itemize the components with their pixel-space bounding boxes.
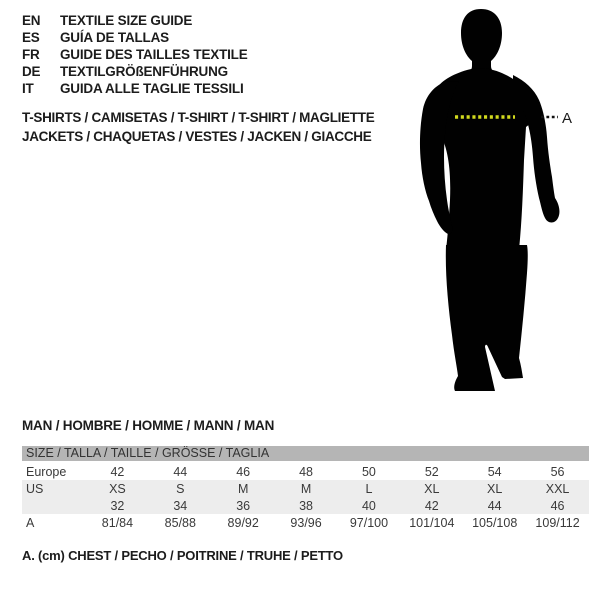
language-list	[22, 12, 248, 97]
table-cell: 48	[299, 464, 314, 479]
table-cell: 81/84	[101, 515, 134, 530]
table-cell: 89/92	[227, 515, 259, 530]
table-row-europe	[22, 463, 589, 480]
table-cell: M	[237, 481, 249, 496]
language-row	[22, 80, 248, 97]
table-cell: 105/108	[472, 515, 518, 530]
row-label: US	[26, 481, 44, 496]
language-code: ES	[22, 30, 40, 45]
table-cell: 36	[236, 498, 251, 513]
measure-label-a: A	[562, 110, 573, 127]
table-cell: 46	[236, 464, 251, 479]
table-row-us-numeric	[22, 497, 589, 514]
table-cell: 52	[424, 464, 439, 479]
table-cell: XS	[109, 481, 126, 496]
table-cell: 97/100	[349, 515, 389, 530]
table-cell: XL	[487, 481, 503, 496]
category-line-jackets: JACKETS / CHAQUETAS / VESTES / JACKEN / GIACCHE	[22, 129, 372, 144]
language-code: FR	[22, 47, 40, 62]
size-table	[22, 446, 589, 531]
silhouette-head	[461, 9, 502, 75]
language-row	[22, 46, 248, 63]
table-cell: 44	[173, 464, 188, 479]
table-cell: 54	[487, 464, 502, 479]
size-table-header: SIZE / TALLA / TAILLE / GRÖSSE / TAGLIA	[22, 446, 589, 461]
table-cell: 32	[110, 498, 125, 513]
table-cell: 93/96	[290, 515, 322, 530]
table-cell: XL	[424, 481, 440, 496]
table-cell: 40	[361, 498, 376, 513]
table-cell: 50	[361, 464, 376, 479]
row-label: Europe	[26, 464, 67, 479]
table-cell: 46	[550, 498, 565, 513]
table-cell: 44	[487, 498, 502, 513]
silhouette-legs	[446, 245, 528, 391]
model-silhouette	[415, 5, 585, 395]
category-line-tshirts: T-SHIRTS / CAMISETAS / T-SHIRT / T-SHIRT / MAGLIETTE	[22, 110, 375, 125]
table-cell: 38	[299, 498, 314, 513]
table-cell: 56	[550, 464, 565, 479]
language-row	[22, 29, 248, 46]
language-row	[22, 12, 248, 29]
table-cell: L	[365, 481, 373, 496]
language-label: TEXTILGRÖßENFÜHRUNG	[60, 64, 228, 79]
language-label: GUÍA DE TALLAS	[60, 30, 169, 45]
language-row	[22, 63, 248, 80]
table-cell: M	[300, 481, 312, 496]
category-list	[22, 108, 374, 146]
table-row-us	[22, 480, 589, 497]
silhouette-svg	[415, 5, 585, 395]
table-cell: 109/112	[535, 515, 580, 530]
table-cell: 34	[173, 498, 188, 513]
language-code: EN	[22, 13, 41, 28]
table-cell: 101/104	[409, 515, 455, 530]
table-cell: XXL	[545, 481, 570, 496]
language-code: IT	[22, 81, 34, 96]
language-label: TEXTILE SIZE GUIDE	[60, 13, 193, 28]
language-code: DE	[22, 64, 41, 79]
measurement-footnote: A. (cm) CHEST / PECHO / POITRINE / TRUHE / PETTO	[22, 548, 343, 563]
section-heading-man: MAN / HOMBRE / HOMME / MANN / MAN	[22, 418, 275, 433]
table-cell: 42	[110, 464, 125, 479]
table-cell: 85/88	[164, 515, 196, 530]
table-cell: 42	[424, 498, 439, 513]
table-cell: S	[176, 481, 185, 496]
language-label: GUIDA ALLE TAGLIE TESSILI	[60, 81, 244, 96]
table-row-chest-a	[22, 514, 589, 531]
language-label: GUIDE DES TAILLES TEXTILE	[60, 47, 248, 62]
row-label: A	[26, 515, 35, 530]
